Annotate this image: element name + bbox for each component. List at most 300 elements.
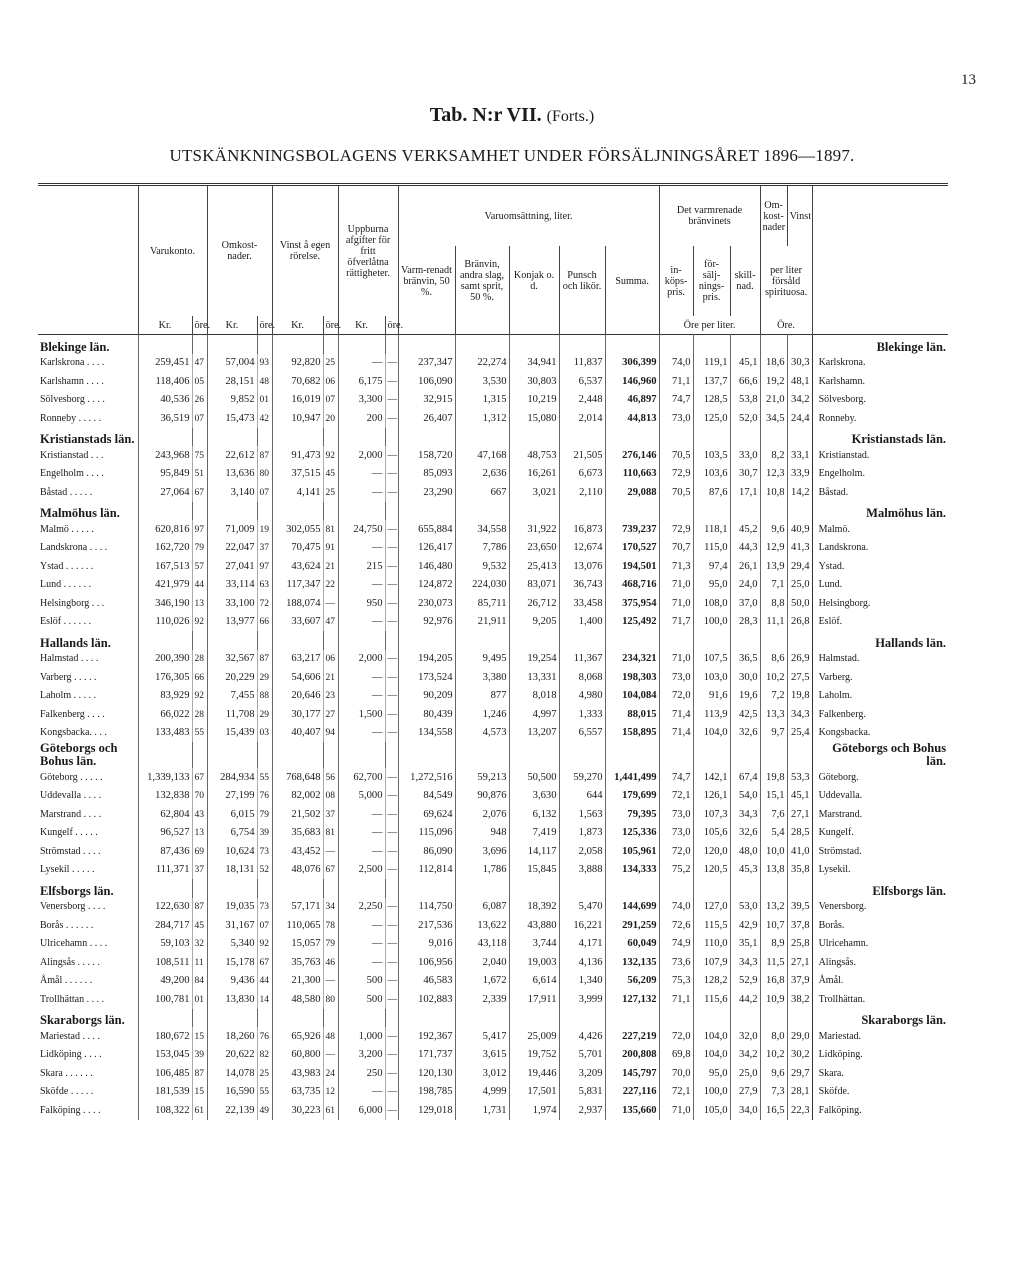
empty-cell: [509, 428, 559, 447]
cell-vi: 37,515: [272, 465, 323, 484]
cell-for: 137,7: [693, 372, 730, 391]
cell-vk: 1,339,133: [138, 768, 192, 787]
table-row: [38, 650, 948, 669]
cell-ski: 24,0: [730, 576, 760, 595]
cell-vi: 16,019: [272, 391, 323, 410]
cell-om: 9,852: [207, 391, 257, 410]
cell-omo: 92: [257, 935, 272, 954]
cell-sum: 127,132: [605, 990, 659, 1009]
cell-upo: —: [385, 576, 398, 595]
cell-om: 22,612: [207, 446, 257, 465]
cell-ink: 74,0: [659, 898, 693, 917]
cell-omo: 72: [257, 594, 272, 613]
cell-vko: 51: [192, 465, 207, 484]
cell-vko: 97: [192, 520, 207, 539]
table-row: [38, 465, 948, 484]
empty-cell: [385, 428, 398, 447]
cell-ink: 74,7: [659, 391, 693, 410]
cell-sum: 134,333: [605, 861, 659, 880]
cell-vi: 40,407: [272, 724, 323, 743]
cell-up: 62,700: [338, 768, 385, 787]
cell-vi: 65,926: [272, 1027, 323, 1046]
cell-bra: 224,030: [455, 576, 509, 595]
cell-ski: 44,2: [730, 990, 760, 1009]
cell-ski: 19,6: [730, 687, 760, 706]
cell-vk: 153,045: [138, 1046, 192, 1065]
cell-bra: 21,911: [455, 613, 509, 632]
cell-vio: 46: [323, 953, 338, 972]
cell-bra: 5,417: [455, 1027, 509, 1046]
table-header: [38, 185, 948, 335]
empty-cell: [398, 502, 455, 521]
cell-om: 19,035: [207, 898, 257, 917]
cell-vko: 70: [192, 787, 207, 806]
cell-pun: 13,076: [559, 557, 605, 576]
cell-ink: 72,0: [659, 1027, 693, 1046]
cell-ski: 45,1: [730, 354, 760, 373]
cell-vil: 30,3: [787, 354, 812, 373]
cell-pun: 2,448: [559, 391, 605, 410]
empty-cell: [787, 502, 812, 521]
cell-for: 120,0: [693, 842, 730, 861]
cell-omo: 93: [257, 354, 272, 373]
cell-kon: 3,630: [509, 787, 559, 806]
cell-for: 115,5: [693, 916, 730, 935]
empty-cell: [257, 879, 272, 898]
cell-up: 215: [338, 557, 385, 576]
cell-vi: 35,763: [272, 953, 323, 972]
table-row: [38, 861, 948, 880]
cell-ink: 71,1: [659, 990, 693, 1009]
cell-bra: 1,731: [455, 1101, 509, 1120]
cell-up: —: [338, 724, 385, 743]
cell-oml: 10,7: [760, 916, 787, 935]
cell-ink: 72,0: [659, 687, 693, 706]
cell-up: —: [338, 953, 385, 972]
empty-cell: [693, 502, 730, 521]
cell-vk: 66,022: [138, 705, 192, 724]
cell-vil: 27,1: [787, 953, 812, 972]
cell-for: 104,0: [693, 1027, 730, 1046]
cell-oml: 10,8: [760, 483, 787, 502]
cell-bra: 2,040: [455, 953, 509, 972]
cell-for: 125,0: [693, 409, 730, 428]
cell-ink: 71,0: [659, 594, 693, 613]
cell-bra: 22,274: [455, 354, 509, 373]
cell-vk: 122,630: [138, 898, 192, 917]
empty-cell: [272, 879, 323, 898]
row-label-right: Engelholm.: [812, 465, 948, 484]
cell-kon: 23,650: [509, 539, 559, 558]
empty-cell: [192, 879, 207, 898]
cell-ski: 34,3: [730, 953, 760, 972]
cell-om: 284,934: [207, 768, 257, 787]
cell-ink: 74,0: [659, 354, 693, 373]
cell-vil: 34,3: [787, 705, 812, 724]
cell-vi: 82,002: [272, 787, 323, 806]
cell-var: 115,096: [398, 824, 455, 843]
cell-pun: 5,470: [559, 898, 605, 917]
cell-pun: 2,937: [559, 1101, 605, 1120]
row-label-right: Kongsbacka.: [812, 724, 948, 743]
cell-oml: 8,6: [760, 650, 787, 669]
header-varmrenadt: Varm-renadt bränvin, 50 %.: [398, 246, 455, 316]
cell-vi: 21,502: [272, 805, 323, 824]
cell-om: 18,131: [207, 861, 257, 880]
cell-vio: 37: [323, 805, 338, 824]
cell-vi: 63,735: [272, 1083, 323, 1102]
cell-vio: 91: [323, 539, 338, 558]
cell-ink: 70,5: [659, 446, 693, 465]
cell-upo: —: [385, 1101, 398, 1120]
cell-vko: 32: [192, 935, 207, 954]
cell-for: 108,0: [693, 594, 730, 613]
cell-for: 95,0: [693, 1064, 730, 1083]
empty-cell: [385, 502, 398, 521]
row-label: Karlshamn . . . .: [40, 375, 104, 387]
cell-om: 15,178: [207, 953, 257, 972]
header-forsaljningspris: för-sälj-nings-pris.: [693, 246, 730, 316]
cell-kon: 10,219: [509, 391, 559, 410]
cell-bra: 13,622: [455, 916, 509, 935]
cell-vio: —: [323, 972, 338, 991]
header-summa: Summa.: [605, 246, 659, 316]
cell-vko: 61: [192, 1101, 207, 1120]
cell-ski: 52,0: [730, 409, 760, 428]
empty-cell: [760, 428, 787, 447]
cell-ink: 73,0: [659, 824, 693, 843]
cell-var: 655,884: [398, 520, 455, 539]
row-label-right: Ystad.: [812, 557, 948, 576]
cell-vil: 25,0: [787, 576, 812, 595]
cell-vio: 25: [323, 354, 338, 373]
row-label: Engelholm . . . .: [40, 468, 104, 479]
empty-cell: [787, 631, 812, 650]
row-label-right: Skara.: [812, 1064, 948, 1083]
cell-omo: 73: [257, 842, 272, 861]
cell-vk: 110,026: [138, 613, 192, 632]
cell-pun: 4,426: [559, 1027, 605, 1046]
cell-vil: 34,2: [787, 391, 812, 410]
cell-vi: 30,223: [272, 1101, 323, 1120]
group-name-right: Malmöhus län.: [812, 502, 948, 521]
cell-upo: —: [385, 935, 398, 954]
row-label-right: Eslöf.: [812, 613, 948, 632]
cell-vko: 01: [192, 990, 207, 1009]
cell-sum: 170,527: [605, 539, 659, 558]
cell-omo: 25: [257, 1064, 272, 1083]
cell-vio: 12: [323, 1083, 338, 1102]
cell-vi: 4,141: [272, 483, 323, 502]
cell-vi: 110,065: [272, 916, 323, 935]
cell-om: 15,439: [207, 724, 257, 743]
cell-vil: 30,2: [787, 1046, 812, 1065]
table-number: Tab. N:r VII.: [429, 104, 542, 126]
empty-cell: [509, 335, 559, 354]
cell-var: 126,417: [398, 539, 455, 558]
empty-cell: [398, 335, 455, 354]
cell-vk: 346,190: [138, 594, 192, 613]
cell-pun: 16,873: [559, 520, 605, 539]
table-row: [38, 724, 948, 743]
table-row: [38, 935, 948, 954]
cell-vio: 81: [323, 824, 338, 843]
cell-om: 13,636: [207, 465, 257, 484]
cell-for: 115,6: [693, 990, 730, 1009]
empty-cell: [693, 1009, 730, 1028]
cell-om: 6,754: [207, 824, 257, 843]
cell-var: 217,536: [398, 916, 455, 935]
cell-pun: 1,340: [559, 972, 605, 991]
row-label-right: Sköfde.: [812, 1083, 948, 1102]
cell-bra: 90,876: [455, 787, 509, 806]
empty-cell: [605, 631, 659, 650]
cell-sum: 110,663: [605, 465, 659, 484]
cell-vil: 26,8: [787, 613, 812, 632]
group-header-row: [38, 631, 948, 650]
cell-var: 86,090: [398, 842, 455, 861]
empty-cell: [730, 428, 760, 447]
cell-omo: 14: [257, 990, 272, 1009]
cell-vil: 38,2: [787, 990, 812, 1009]
empty-cell: [455, 879, 509, 898]
cell-var: 84,549: [398, 787, 455, 806]
cell-bra: 2,076: [455, 805, 509, 824]
cell-ski: 28,3: [730, 613, 760, 632]
row-label: Malmö . . . . .: [40, 523, 94, 535]
group-name: Malmöhus län.: [40, 506, 120, 520]
cell-omo: 03: [257, 724, 272, 743]
cell-oml: 15,1: [760, 787, 787, 806]
cell-upo: —: [385, 465, 398, 484]
cell-up: 2,000: [338, 446, 385, 465]
cell-upo: —: [385, 898, 398, 917]
cell-kon: 25,009: [509, 1027, 559, 1046]
empty-cell: [338, 742, 385, 768]
cell-ink: 75,3: [659, 972, 693, 991]
cell-for: 110,0: [693, 935, 730, 954]
cell-om: 16,590: [207, 1083, 257, 1102]
cell-vk: 243,968: [138, 446, 192, 465]
cell-kon: 3,744: [509, 935, 559, 954]
cell-omo: 76: [257, 787, 272, 806]
cell-vko: 55: [192, 724, 207, 743]
cell-vk: 108,511: [138, 953, 192, 972]
cell-for: 104,0: [693, 724, 730, 743]
cell-kon: 17,501: [509, 1083, 559, 1102]
cell-sum: 56,209: [605, 972, 659, 991]
cell-vil: 39,5: [787, 898, 812, 917]
cell-vko: 57: [192, 557, 207, 576]
empty-cell: [730, 879, 760, 898]
unit-empty: [455, 316, 509, 335]
cell-ink: 71,0: [659, 576, 693, 595]
empty-cell: [605, 1009, 659, 1028]
group-header-row: [38, 335, 948, 354]
cell-for: 142,1: [693, 768, 730, 787]
cell-up: —: [338, 842, 385, 861]
cell-var: 124,872: [398, 576, 455, 595]
cell-vio: 21: [323, 557, 338, 576]
header-varuomsattning: Varuomsättning, liter.: [398, 185, 659, 247]
cell-vi: 43,624: [272, 557, 323, 576]
cell-up: —: [338, 483, 385, 502]
cell-up: 1,500: [338, 705, 385, 724]
cell-vi: 70,682: [272, 372, 323, 391]
empty-cell: [338, 631, 385, 650]
cell-omo: 29: [257, 705, 272, 724]
cell-upo: —: [385, 483, 398, 502]
row-label: Ronneby . . . . .: [40, 412, 102, 424]
row-label: Båstad . . . . .: [40, 486, 93, 498]
cell-pun: 2,058: [559, 842, 605, 861]
empty-cell: [272, 1009, 323, 1028]
empty-cell: [659, 879, 693, 898]
cell-kon: 14,117: [509, 842, 559, 861]
cell-upo: —: [385, 861, 398, 880]
cell-vko: 67: [192, 483, 207, 502]
cell-ink: 72,9: [659, 465, 693, 484]
cell-oml: 11,1: [760, 613, 787, 632]
cell-om: 13,830: [207, 990, 257, 1009]
empty-cell: [323, 335, 338, 354]
cell-ink: 71,0: [659, 650, 693, 669]
cell-bra: 34,558: [455, 520, 509, 539]
empty-cell: [455, 428, 509, 447]
cell-var: 112,814: [398, 861, 455, 880]
cell-kon: 17,911: [509, 990, 559, 1009]
cell-for: 100,0: [693, 1083, 730, 1102]
unit-empty: [559, 316, 605, 335]
cell-upo: —: [385, 1046, 398, 1065]
cell-kon: 18,392: [509, 898, 559, 917]
unit-ore-per-liter: Öre per liter.: [659, 316, 760, 335]
cell-kon: 48,753: [509, 446, 559, 465]
header-uppburna: Uppburna afgifter för fritt öfverlåtna rättigheter.: [338, 185, 398, 317]
cell-bra: 43,118: [455, 935, 509, 954]
cell-ski: 33,0: [730, 446, 760, 465]
cell-vko: 05: [192, 372, 207, 391]
empty-cell: [787, 335, 812, 354]
cell-up: —: [338, 805, 385, 824]
cell-var: 92,976: [398, 613, 455, 632]
cell-ski: 45,3: [730, 861, 760, 880]
cell-oml: 16,5: [760, 1101, 787, 1120]
unit-empty: [605, 316, 659, 335]
cell-upo: —: [385, 446, 398, 465]
table-row: [38, 842, 948, 861]
cell-vko: 28: [192, 650, 207, 669]
cell-om: 27,199: [207, 787, 257, 806]
cell-om: 20,622: [207, 1046, 257, 1065]
cell-oml: 10,2: [760, 668, 787, 687]
table-row: [38, 557, 948, 576]
cell-pun: 11,837: [559, 354, 605, 373]
cell-omo: 01: [257, 391, 272, 410]
cell-omo: 66: [257, 613, 272, 632]
empty-cell: [323, 742, 338, 768]
cell-om: 13,977: [207, 613, 257, 632]
empty-cell: [207, 631, 257, 650]
row-label: Strömstad . . . .: [40, 845, 101, 857]
cell-vio: 24: [323, 1064, 338, 1083]
empty-cell: [338, 428, 385, 447]
cell-kon: 15,080: [509, 409, 559, 428]
cell-vil: 41,0: [787, 842, 812, 861]
cell-ink: 72,1: [659, 787, 693, 806]
cell-vi: 21,300: [272, 972, 323, 991]
cell-pun: 6,557: [559, 724, 605, 743]
row-label-right: Borås.: [812, 916, 948, 935]
cell-pun: 2,110: [559, 483, 605, 502]
table-row: [38, 805, 948, 824]
empty-cell: [659, 742, 693, 768]
empty-cell: [659, 1009, 693, 1028]
cell-omo: 39: [257, 824, 272, 843]
statistics-table: [38, 183, 948, 1120]
cell-upo: —: [385, 1083, 398, 1102]
row-label: Laholm . . . . .: [40, 690, 97, 701]
cell-up: 6,000: [338, 1101, 385, 1120]
cell-oml: 12,3: [760, 465, 787, 484]
cell-for: 100,0: [693, 613, 730, 632]
cell-omo: 07: [257, 916, 272, 935]
table-row: [38, 687, 948, 706]
cell-om: 9,436: [207, 972, 257, 991]
cell-kon: 16,261: [509, 465, 559, 484]
cell-vi: 43,983: [272, 1064, 323, 1083]
cell-oml: 19,8: [760, 768, 787, 787]
cell-pun: 6,673: [559, 465, 605, 484]
cell-vio: 47: [323, 613, 338, 632]
cell-vko: 79: [192, 539, 207, 558]
empty-cell: [323, 631, 338, 650]
empty-cell: [272, 742, 323, 768]
cell-bra: 3,615: [455, 1046, 509, 1065]
cell-kon: 15,845: [509, 861, 559, 880]
cell-var: 129,018: [398, 1101, 455, 1120]
cell-bra: 3,012: [455, 1064, 509, 1083]
cell-ski: 66,6: [730, 372, 760, 391]
empty-cell: [138, 1009, 192, 1028]
empty-cell: [509, 631, 559, 650]
unit-kr: Kr.: [207, 316, 257, 335]
cell-var: 237,347: [398, 354, 455, 373]
cell-pun: 644: [559, 787, 605, 806]
cell-vil: 29,4: [787, 557, 812, 576]
cell-upo: —: [385, 1027, 398, 1046]
cell-vi: 60,800: [272, 1046, 323, 1065]
empty-cell: [257, 1009, 272, 1028]
cell-kon: 4,997: [509, 705, 559, 724]
cell-vi: 63,217: [272, 650, 323, 669]
unit-ore-short: Öre.: [760, 316, 812, 335]
empty-cell: [455, 631, 509, 650]
cell-vko: 87: [192, 898, 207, 917]
cell-var: 192,367: [398, 1027, 455, 1046]
group-header-row: [38, 1009, 948, 1028]
cell-sum: 29,088: [605, 483, 659, 502]
cell-vk: 111,371: [138, 861, 192, 880]
cell-vk: 284,717: [138, 916, 192, 935]
group-name: Blekinge län.: [40, 339, 110, 354]
cell-pun: 1,333: [559, 705, 605, 724]
cell-up: 2,250: [338, 898, 385, 917]
cell-var: 158,720: [398, 446, 455, 465]
cell-vk: 421,979: [138, 576, 192, 595]
cell-pun: 11,367: [559, 650, 605, 669]
cell-vil: 19,8: [787, 687, 812, 706]
